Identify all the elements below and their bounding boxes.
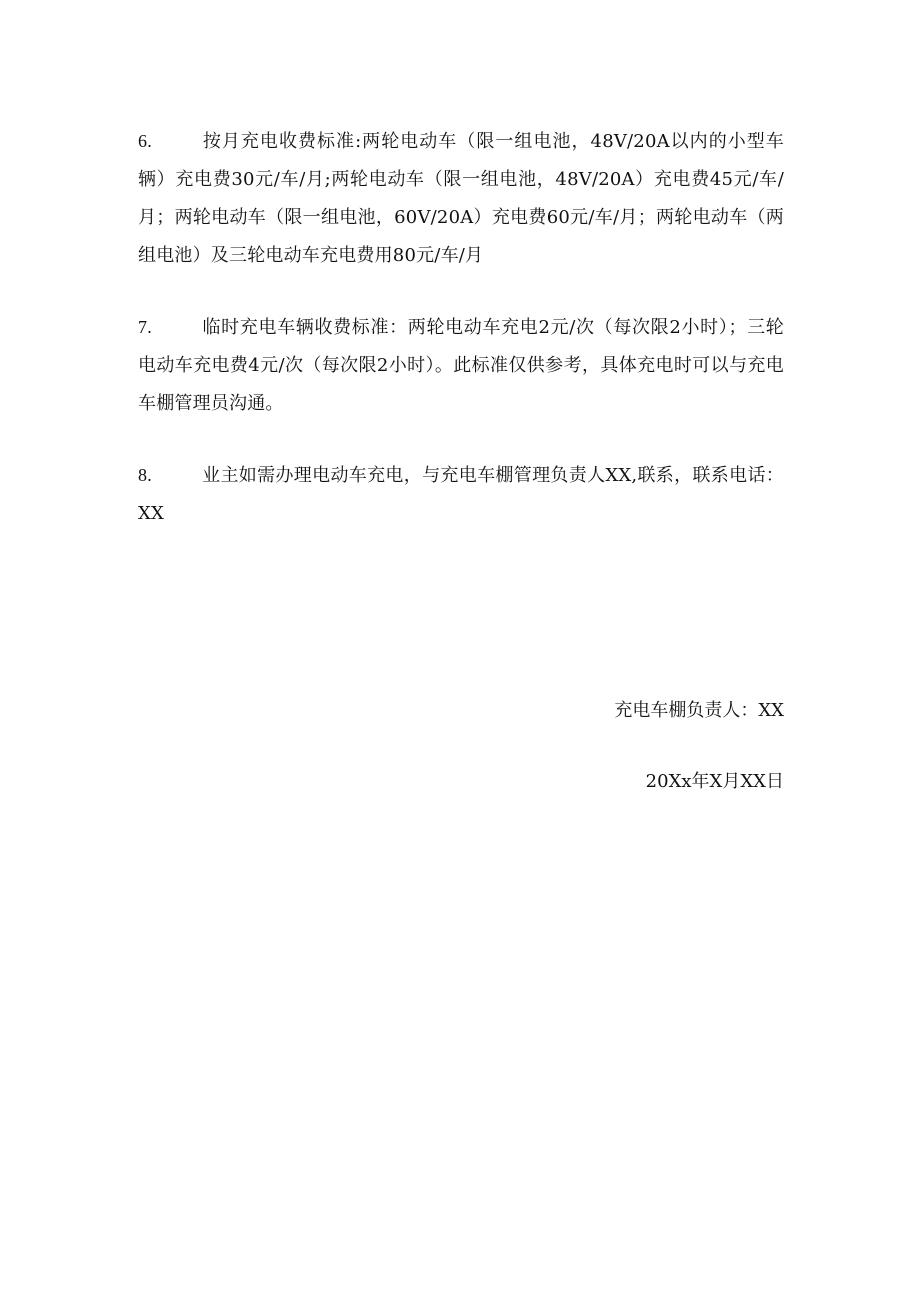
document-body xyxy=(138,122,784,566)
item-number: 8. xyxy=(138,465,152,485)
signature-block xyxy=(614,692,784,801)
item-number: 6. xyxy=(138,131,152,151)
responsible-person: 充电车棚负责人：XX xyxy=(614,700,784,721)
signature-date: 20Xx年X月XX日 xyxy=(645,771,784,792)
item-text: 临时充电车辆收费标准：两轮电动车充电2元/次（每次限2小时）；三轮电动车充电费4元/次（每次限2小时）。此标准仅供参考，具体充电时可以与充电车棚管理员沟通。 xyxy=(138,317,784,414)
list-item-6 xyxy=(138,122,784,275)
item-text: 业主如需办理电动车充电，与充电车棚管理负责人XX,联系，联系电话：XX xyxy=(138,465,784,524)
item-text: 按月充电收费标准:两轮电动车（限一组电池，48V/20A以内的小型车辆）充电费30元/车/月;两轮电动车（限一组电池，48V/20A）充电费45元/车/月；两轮电动车（限一组电池，60V/20A）充电费60元/车/月；两轮电动车（两组电池）及三轮电动车充电费用80元/车/月 xyxy=(138,131,784,266)
list-item-7 xyxy=(138,308,784,423)
item-number: 7. xyxy=(138,317,152,337)
list-item-8 xyxy=(138,456,784,533)
